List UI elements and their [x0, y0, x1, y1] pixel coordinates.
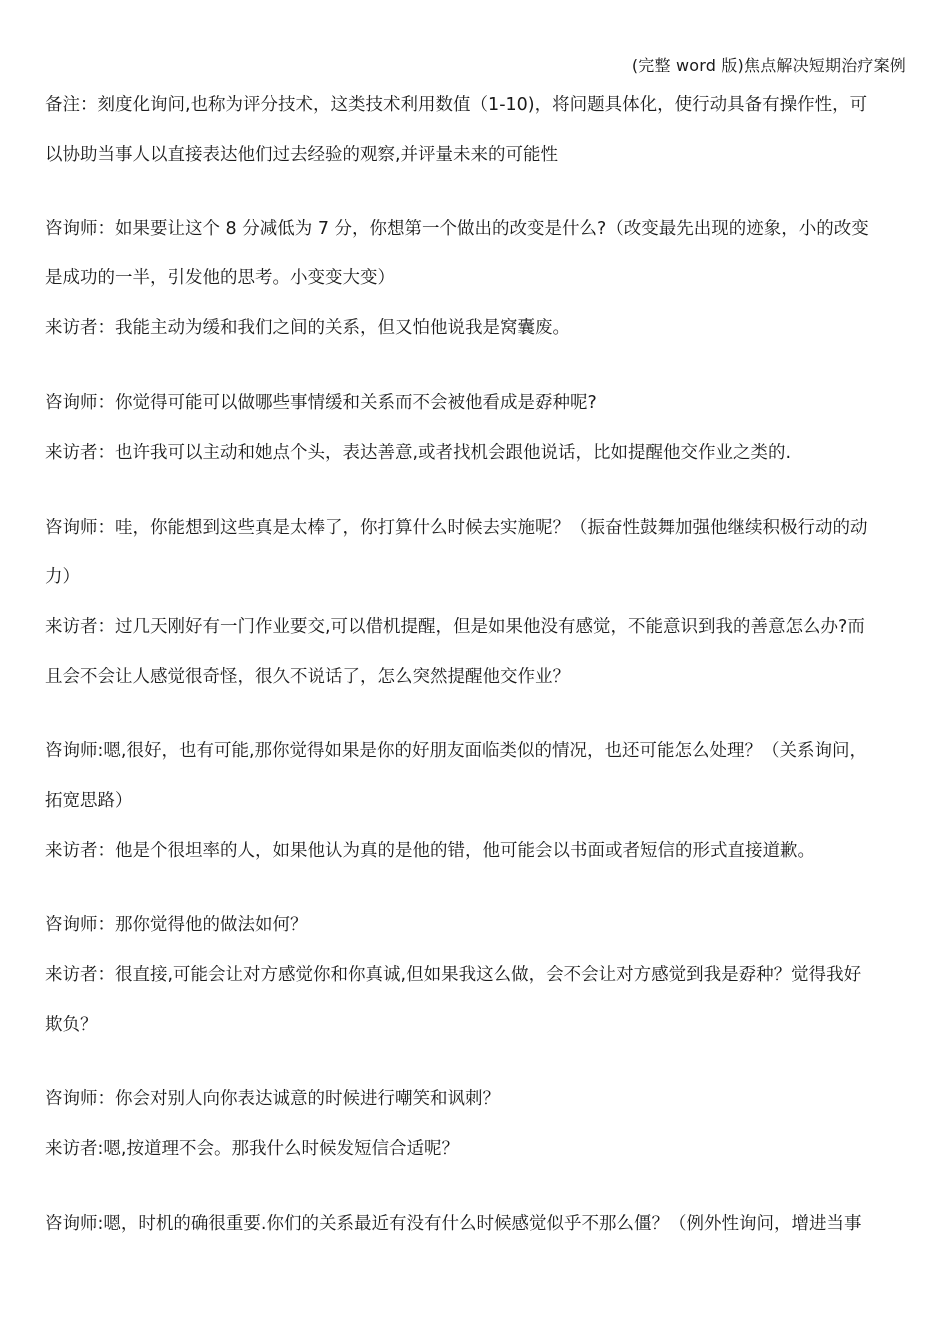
client-line-1: 来访者：我能主动为缓和我们之间的关系，但又怕他说我是窝囊废。 — [45, 318, 570, 338]
client-line-3a: 来访者：过几天刚好有一门作业要交,可以借机提醒，但是如果他没有感觉，不能意识到我的善意怎么办?而 — [45, 617, 865, 637]
client-line-5b: 欺负？ — [45, 1015, 98, 1035]
counselor-line-3a: 咨询师：哇，你能想到这些真是太棒了，你打算什么时候去实施呢？（振奋性鼓舞加强他继续积极行动的动 — [45, 518, 868, 538]
counselor-line-1b: 是成功的一半，引发他的思考。小变变大变） — [45, 268, 395, 288]
counselor-line-7: 咨询师:嗯，时机的确很重要.你们的关系最近有没有什么时候感觉似乎不那么僵？（例外性询问，增进当事 — [45, 1214, 862, 1234]
page-header: (完整 word 版)焦点解决短期治疗案例 — [631, 56, 906, 75]
client-line-3b: 且会不会让人感觉很奇怪，很久不说话了，怎么突然提醒他交作业？ — [45, 667, 570, 687]
counselor-line-6: 咨询师：你会对别人向你表达诚意的时候进行嘲笑和讽刺？ — [45, 1089, 500, 1109]
client-line-5a: 来访者：很直接,可能会让对方感觉你和你真诚,但如果我这么做，会不会让对方感觉到我是孬种？觉得我好 — [45, 965, 862, 985]
counselor-line-4b: 拓宽思路） — [45, 791, 133, 811]
note-line-2: 以协助当事人以直接表达他们过去经验的观察,并评量未来的可能性 — [45, 145, 559, 165]
counselor-line-3b: 力） — [45, 567, 80, 587]
client-line-4: 来访者：他是个很坦率的人，如果他认为真的是他的错，他可能会以书面或者短信的形式直接道歉。 — [45, 841, 815, 861]
client-line-6: 来访者:嗯,按道理不会。那我什么时候发短信合适呢？ — [45, 1139, 459, 1159]
counselor-line-1a: 咨询师：如果要让这个 8 分减低为 7 分，你想第一个做出的改变是什么?（改变最先出现的迹象，小的改变 — [45, 219, 869, 239]
counselor-line-5: 咨询师：那你觉得他的做法如何？ — [45, 915, 308, 935]
counselor-line-2: 咨询师：你觉得可能可以做哪些事情缓和关系而不会被他看成是孬种呢? — [45, 393, 597, 413]
note-line-1: 备注：刻度化询问,也称为评分技术，这类技术利用数值（1-10)，将问题具体化，使行动具备有操作性，可 — [45, 95, 868, 115]
counselor-line-4a: 咨询师:嗯,很好，也有可能,那你觉得如果是你的好朋友面临类似的情况，也还可能怎么处理？（关系询问， — [45, 741, 868, 761]
client-line-2: 来访者：也许我可以主动和她点个头，表达善意,或者找机会跟他说话，比如提醒他交作业之类的. — [45, 443, 792, 463]
